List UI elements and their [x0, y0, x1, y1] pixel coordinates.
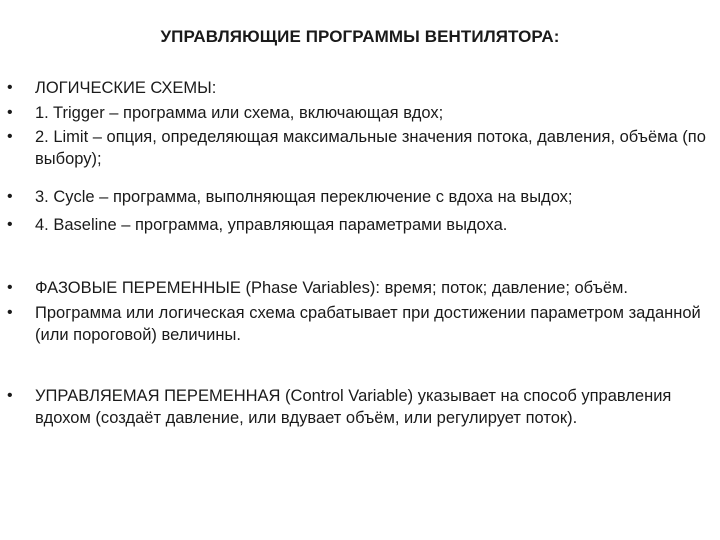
bullet-dot: • — [7, 128, 13, 145]
bullet-dot: • — [7, 216, 13, 233]
bullet-item — [7, 277, 707, 299]
bullet-dot: • — [7, 387, 13, 404]
bullet-dot: • — [7, 279, 13, 296]
bullet-text: 2. Limit – опция, определяющая максимальные значения потока, давления, объёма (по выбору); — [35, 128, 706, 168]
bullet-dot: • — [7, 79, 13, 96]
bullet-dot: • — [7, 304, 13, 321]
bullet-text: 3. Cycle – программа, выполняющая переключение с вдоха на выдох; — [35, 188, 573, 206]
bullet-text — [35, 277, 710, 299]
bullet-item — [7, 214, 707, 236]
bullet-lead: ФАЗОВЫЕ ПЕРЕМЕННЫЕ — [35, 279, 241, 297]
bullet-rest: (Control Variable) указывает на способ управления вдохом (создаёт давление, или вдувает объём, или регулирует поток). — [35, 387, 672, 427]
bullet-item — [7, 385, 707, 429]
bullet-dot: • — [7, 104, 13, 121]
bullet-text — [35, 385, 710, 429]
bullet-text: Программа или логическая схема срабатывает при достижении параметром заданной (или пороговой) величины. — [35, 304, 701, 344]
bullet-dot: • — [7, 188, 13, 205]
bullet-text: ЛОГИЧЕСКИЕ СХЕМЫ: — [35, 79, 217, 97]
bullet-item — [7, 77, 707, 99]
bullet-item — [7, 186, 707, 208]
bullet-item — [7, 302, 707, 346]
bullet-lead: УПРАВЛЯЕМАЯ ПЕРЕМЕННАЯ — [35, 387, 281, 405]
bullet-item — [7, 102, 707, 124]
bullet-rest: (Phase Variables): время; поток; давление; объём. — [240, 279, 628, 297]
slide-title: УПРАВЛЯЮЩИЕ ПРОГРАММЫ ВЕНТИЛЯТОРА: — [160, 27, 560, 46]
bullet-item — [7, 126, 707, 170]
bullet-text: 4. Baseline – программа, управляющая параметрами выдоха. — [35, 216, 508, 234]
bullet-text: 1. Trigger – программа или схема, включающая вдох; — [35, 104, 444, 122]
